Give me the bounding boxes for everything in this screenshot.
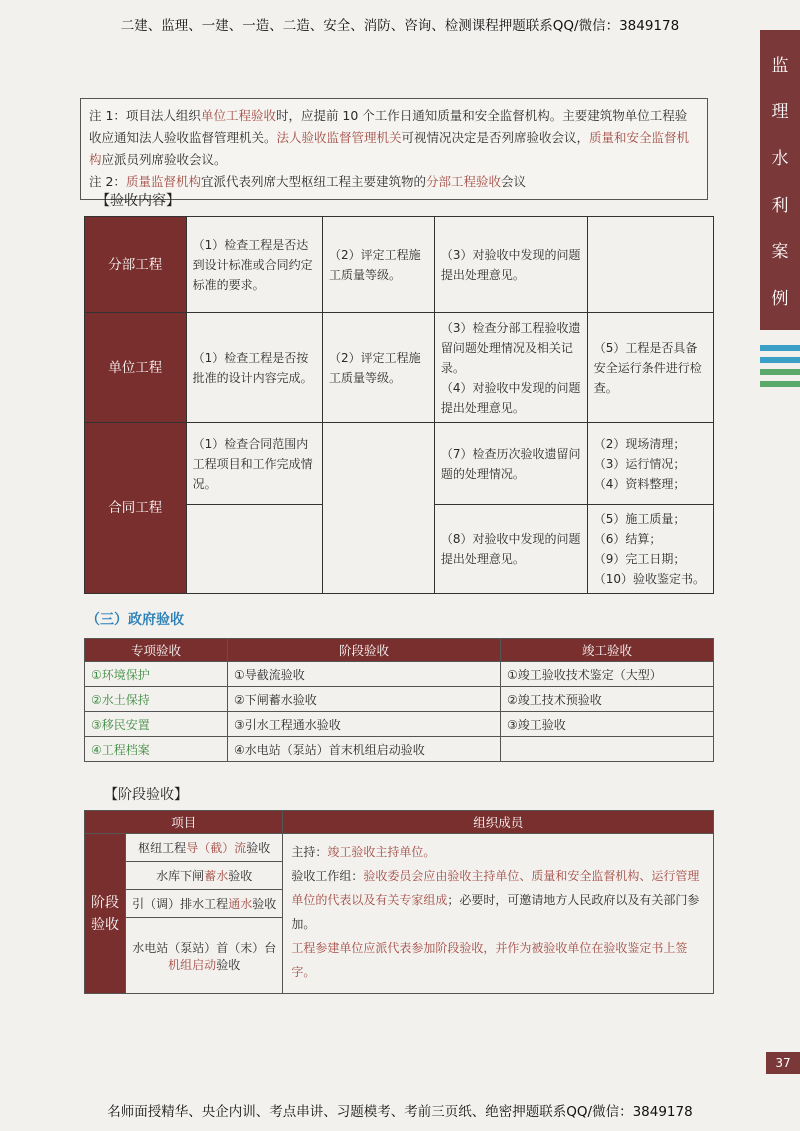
cell: ②竣工技术预验收 (501, 687, 714, 712)
members-highlight: 竣工验收主持单位。 (327, 845, 436, 859)
column-header: 竣工验收 (501, 639, 714, 662)
column-header: 项目 (85, 811, 283, 834)
cell (434, 313, 587, 423)
cell: （1）检查工程是否按批准的设计内容完成。 (186, 313, 322, 423)
cell (587, 217, 713, 313)
note-1 (89, 105, 699, 171)
cell (587, 423, 713, 505)
note-text: 宜派代表列席大型枢纽工程主要建筑物的 (200, 174, 426, 189)
members-text: 验收工作组： (291, 869, 364, 883)
note-text: 可视情况决定是否列席验收会议， (401, 130, 590, 145)
members-text: ；必要时，可邀请地方人民政府以及有关部门参加。 (291, 893, 700, 931)
cell: ③移民安置 (85, 712, 228, 737)
project-text: 水库下闸 (156, 869, 205, 883)
gov-acceptance-table (84, 638, 714, 762)
stage-acceptance-table (84, 810, 714, 994)
cell (126, 918, 283, 994)
table-row (85, 737, 714, 762)
side-stripe (760, 381, 800, 387)
cell: （8）对验收中发现的问题提出处理意见。 (434, 505, 587, 594)
cell-line: （3）检查分部工程验收遗留问题处理情况及相关记录。 (440, 320, 581, 375)
cell-line: （3）运行情况； (593, 456, 686, 471)
page-number: 37 (766, 1052, 800, 1074)
project-text: 枢纽工程 (138, 841, 187, 855)
cell (501, 737, 714, 762)
members-text: 主持： (291, 845, 328, 859)
header-ad: 二建、监理、一建、一造、二造、安全、消防、咨询、检测课程押题联系QQ/微信：3849178 (120, 18, 680, 34)
side-stripe (760, 357, 800, 363)
cell: ①竣工验收技术鉴定（大型） (501, 662, 714, 687)
cell: （3）对验收中发现的问题提出处理意见。 (434, 217, 587, 313)
side-tab-char: 监 (771, 55, 789, 76)
side-stripe (760, 369, 800, 375)
note-box (80, 98, 708, 200)
project-text: 水电站（泵站）首（末）台 (132, 940, 277, 955)
members-note: 工程参建单位应派代表参加阶段验收，并作为被验收单位在验收鉴定书上签字。 (291, 941, 688, 979)
cell: （2）评定工程施工质量等级。 (323, 217, 435, 313)
project-highlight: 导（截）流 (186, 841, 247, 855)
cell-line: （6）结算； (593, 532, 662, 546)
section-title-stage: 【阶段验收】 (104, 787, 188, 803)
members-highlight: 验收委员会应由验收主持单位、质量和安全监督机构、运行管理单位的代表以及有关专家组成 (291, 869, 700, 907)
column-header: 组织成员 (283, 811, 714, 834)
note-2 (89, 171, 699, 193)
project-text: 验收 (252, 897, 277, 911)
row-header: 单位工程 (85, 313, 187, 423)
cell-line: （4）对验收中发现的问题提出处理意见。 (440, 380, 581, 415)
cell: ①导截流验收 (228, 662, 501, 687)
members-group (291, 864, 705, 936)
note-text: 注 2： (89, 174, 126, 189)
gov-acceptance-title: （三）政府验收 (86, 612, 184, 628)
cell (126, 834, 283, 862)
acceptance-content-table (84, 216, 714, 594)
note-text: 会议 (500, 174, 526, 189)
project-text: 验收 (228, 869, 253, 883)
cell-line: （10）验收鉴定书。 (593, 572, 706, 586)
cell: ③引水工程通水验收 (228, 712, 501, 737)
table-row (85, 712, 714, 737)
members-host (291, 840, 705, 864)
table-row (85, 313, 714, 423)
table-header-row (85, 639, 714, 662)
project-highlight: 通水 (228, 897, 253, 911)
project-highlight: 蓄水 (204, 869, 229, 883)
row-header: 分部工程 (85, 217, 187, 313)
cell: （1）检查合同范围内工程项目和工作完成情况。 (186, 423, 322, 505)
side-tab-char: 案 (771, 242, 789, 263)
table-row (85, 217, 714, 313)
members-cell (283, 834, 714, 994)
cell: ②下闸蓄水验收 (228, 687, 501, 712)
cell: （1）检查工程是否达到设计标准或合同约定标准的要求。 (186, 217, 322, 313)
cell-line: （5）施工质量； (593, 512, 686, 526)
cell (323, 423, 435, 594)
cell: （7）检查历次验收遗留问题的处理情况。 (434, 423, 587, 505)
cell (587, 505, 713, 594)
side-tab-char: 理 (771, 102, 789, 123)
side-tab-char: 例 (771, 289, 789, 310)
cell-line: （2）现场清理； (593, 436, 686, 451)
cell: （5）工程是否具备安全运行条件进行检查。 (587, 313, 713, 423)
cell: ①环境保护 (85, 662, 228, 687)
note-text: 注 1：项目法人组织 (89, 108, 201, 123)
side-tab-char: 水 (771, 149, 789, 170)
project-highlight: 机组启动 (168, 957, 217, 972)
column-header: 阶段验收 (228, 639, 501, 662)
project-text: 验收 (246, 841, 271, 855)
table-header-row (85, 811, 714, 834)
table-row (85, 687, 714, 712)
side-tab (760, 30, 800, 330)
cell (126, 862, 283, 890)
cell: ④水电站（泵站）首末机组启动验收 (228, 737, 501, 762)
note-text: 时，应提前 10 个工作日通知质量和安全监督机构。主要建筑物单位工程验收应通知法人验收监督管理机关。 (89, 108, 688, 145)
column-header: 专项验收 (85, 639, 228, 662)
note-highlight: 法人验收监督管理机关 (276, 130, 402, 145)
note-highlight: 质量和安全监督机构 (89, 130, 690, 167)
footer-ad: 名师面授精华、央企内训、考点串讲、习题模考、考前三页纸、绝密押题联系QQ/微信：3849178 (107, 1104, 693, 1120)
cell: （2）评定工程施工质量等级。 (323, 313, 435, 423)
project-text: 验收 (216, 957, 241, 972)
cell (186, 505, 322, 594)
note-highlight: 分部工程验收 (425, 174, 501, 189)
note-highlight: 质量监督机构 (125, 174, 201, 189)
cell: ②水土保持 (85, 687, 228, 712)
cell-line: （9）完工日期； (593, 552, 686, 566)
side-stripe (760, 345, 800, 351)
cell-line: （4）资料整理； (593, 476, 686, 491)
table-row (85, 662, 714, 687)
section-title-content: 【验收内容】 (96, 193, 180, 209)
cell: ④工程档案 (85, 737, 228, 762)
note-text: 应派员列席验收会议。 (101, 152, 227, 167)
table-row (85, 834, 714, 862)
cell: ③竣工验收 (501, 712, 714, 737)
note-highlight: 单位工程验收 (200, 108, 276, 123)
project-text: 引（调）排水工程 (132, 897, 229, 911)
stage-side-label: 阶段验收 (85, 834, 126, 994)
side-tab-char: 利 (771, 195, 789, 216)
row-header: 合同工程 (85, 423, 187, 594)
cell (126, 890, 283, 918)
table-row (85, 423, 714, 505)
